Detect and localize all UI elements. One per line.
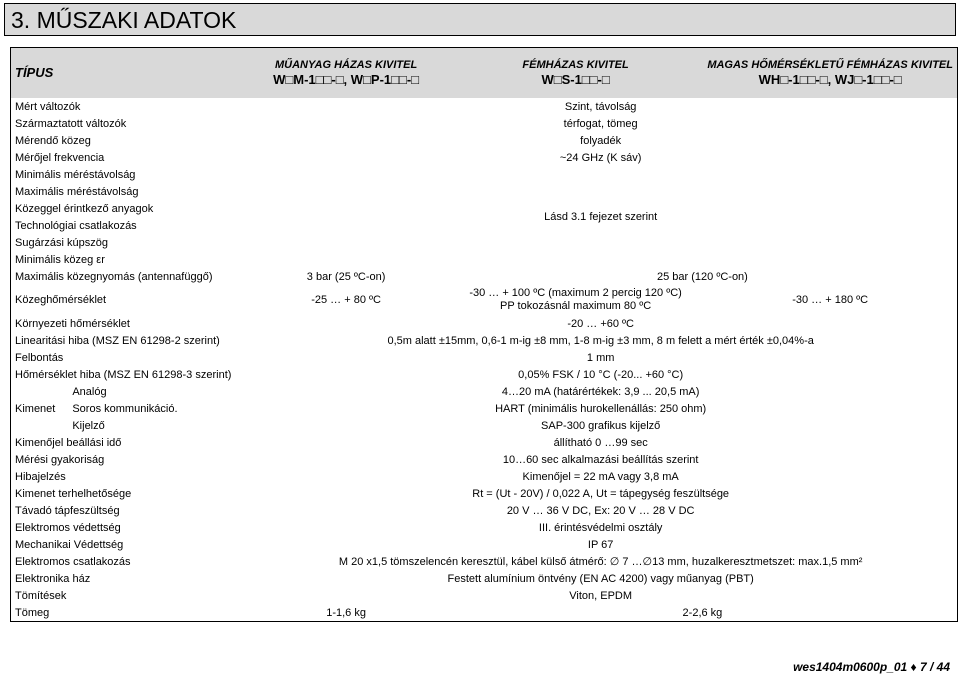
- row-label: Minimális méréstávolság: [15, 168, 136, 181]
- table-row: [11, 285, 958, 315]
- row-label: Felbontás: [15, 351, 64, 364]
- col-hightemp: [703, 48, 957, 99]
- table-row: [11, 400, 958, 417]
- table-row: [11, 383, 958, 400]
- row-label: Linearitási hiba (MSZ EN 61298-2 szerint): [15, 334, 220, 347]
- row-value-line: -30 … + 100 ºC (maximum 2 percig 120 ºC): [469, 287, 682, 299]
- row-label: Mérendő közeg: [15, 134, 91, 147]
- table-row: [11, 536, 958, 553]
- page-footer: wes1404m0600p_01 ♦ 7 / 44: [793, 660, 950, 674]
- row-label: Elektromos csatlakozás: [15, 555, 131, 568]
- row-label: Hőmérséklet hiba (MSZ EN 61298-3 szerint): [15, 368, 232, 381]
- row-value: állítható 0 …99 sec: [553, 436, 648, 449]
- table-row: [11, 349, 958, 366]
- row-label: Mérőjel frekvencia: [15, 151, 105, 164]
- table-header-row: [11, 48, 958, 99]
- table-row: [11, 519, 958, 536]
- col-plastic: [244, 48, 448, 99]
- row-label: Maximális közegnyomás (antennafüggő): [15, 270, 213, 283]
- row-value: 3 bar (25 ºC-on): [306, 270, 386, 283]
- row-label: Származtatott változók: [15, 117, 127, 130]
- row-label: Kimenet terhelhetősége: [15, 487, 132, 500]
- row-value: -25 … + 80 ºC: [311, 294, 381, 306]
- table-row: [11, 315, 958, 332]
- table-row: [11, 166, 958, 183]
- table-row: [11, 98, 958, 115]
- row-value: 20 V … 36 V DC, Ex: 20 V … 28 V DC: [506, 504, 695, 517]
- row-value: -20 … +60 ºC: [567, 317, 634, 330]
- row-value: Rt = (Ut - 20V) / 0,022 A, Ut = tápegység feszültsége: [472, 487, 730, 500]
- col-metal-models: W□S-1□□-□: [541, 72, 610, 87]
- row-label: Elektromos védettség: [15, 521, 121, 534]
- row-value: 1 mm: [586, 351, 615, 364]
- row-label: Technológiai csatlakozás: [15, 219, 137, 232]
- table-row: [11, 604, 958, 622]
- col-plastic-title: MŰANYAG HÁZAS KIVITEL: [275, 59, 418, 71]
- row-value: 25 bar (120 ºC-on): [657, 270, 748, 283]
- table-row: [11, 149, 958, 166]
- row-value: Szint, távolság: [564, 100, 637, 113]
- row-label: Közeggel érintkező anyagok: [15, 202, 154, 215]
- row-value: [448, 285, 703, 315]
- col-hightemp-title: MAGAS HŐMÉRSÉKLETŰ FÉMHÁZAS KIVITEL: [707, 59, 953, 71]
- kimenet-label: Kimenet: [15, 402, 56, 415]
- row-label: Mérési gyakoriság: [15, 453, 105, 466]
- section-header: [4, 3, 956, 36]
- row-label: Hibajelzés: [15, 470, 66, 483]
- row-value: 1-1,6 kg: [326, 606, 366, 619]
- row-label: Kimenőjel beállási idő: [15, 436, 122, 449]
- row-value: 10…60 sec alkalmazási beállítás szerint: [502, 453, 699, 466]
- row-value: Festett alumínium öntvény (EN AC 4200) vagy műanyag (PBT): [447, 572, 754, 585]
- col-metal: [448, 48, 703, 99]
- row-sublabel: Analóg: [72, 385, 107, 398]
- row-label: Tömeg: [15, 606, 50, 619]
- table-row: [11, 587, 958, 604]
- table-row: [11, 553, 958, 570]
- table-row: [11, 485, 958, 502]
- row-value: M 20 x1,5 tömszelencén keresztül, kábel külső átmérő: ∅ 7 …∅13 mm, huzalkeresztmetszet: max.1,5 mm²: [338, 555, 863, 568]
- table-row: [11, 115, 958, 132]
- row-value: -30 … + 180 ºC: [792, 294, 869, 306]
- row-sublabel: Kijelző: [72, 419, 105, 432]
- row-value: HART (minimális hurokellenállás: 250 ohm): [495, 402, 707, 415]
- row-label: Sugárzási kúpszög: [15, 236, 108, 249]
- row-sublabel: Soros kommunikáció.: [72, 402, 178, 415]
- row-value: 0,5m alatt ±15mm, 0,6-1 m-ig ±8 mm, 1-8 m-ig ±3 mm, 8 m felett a mért érték ±0,04%-a: [387, 334, 814, 347]
- row-value: 2-2,6 kg: [682, 606, 723, 619]
- spec-table: [10, 47, 958, 622]
- table-row: [11, 132, 958, 149]
- row-value: ~24 GHz (K sáv): [559, 151, 642, 164]
- row-label: Tömítések: [15, 589, 67, 602]
- table-row: [11, 468, 958, 485]
- row-label: Környezeti hőmérséklet: [15, 317, 130, 330]
- row-label: Mechanikai Védettség: [15, 538, 124, 551]
- row-value: SAP-300 grafikus kijelző: [541, 419, 661, 432]
- table-row: [11, 417, 958, 434]
- row-label: Minimális közeg εr: [15, 253, 105, 266]
- row-value: Viton, EPDM: [569, 589, 633, 602]
- section-title: 3. MŰSZAKI ADATOK: [11, 7, 237, 33]
- row-label: Maximális méréstávolság: [15, 185, 139, 198]
- table-row: [11, 332, 958, 349]
- row-value: folyadék: [580, 134, 622, 147]
- row-value: III. érintésvédelmi osztály: [538, 521, 663, 534]
- table-row: [11, 502, 958, 519]
- row-value: 4…20 mA (határértékek: 3,9 ... 20,5 mA): [501, 385, 700, 398]
- table-row: [11, 570, 958, 587]
- col-plastic-models: W□M-1□□-□, W□P-1□□-□: [273, 72, 420, 87]
- row-value: 0,05% FSK / 10 °C (-20... +60 °C): [518, 368, 684, 381]
- row-label: Távadó tápfeszültség: [15, 504, 120, 517]
- row-label: Közeghőmérséklet: [15, 294, 107, 306]
- row-label: Elektronika ház: [15, 572, 91, 585]
- table-row: [11, 268, 958, 285]
- col-hightemp-models: WH□-1□□-□, WJ□-1□□-□: [758, 72, 902, 87]
- row-value: Kimenőjel = 22 mA vagy 3,8 mA: [522, 470, 679, 483]
- row-value: IP 67: [587, 538, 614, 551]
- table-row: [11, 434, 958, 451]
- tipus-label: TÍPUS: [11, 48, 245, 99]
- row-label: Mért változók: [15, 100, 81, 113]
- table-row: [11, 366, 958, 383]
- row-value: térfogat, tömeg: [563, 117, 638, 130]
- table-row: [11, 451, 958, 468]
- row-value-line: PP tokozásnál maximum 80 ºC: [500, 300, 652, 312]
- col-metal-title: FÉMHÁZAS KIVITEL: [522, 59, 629, 71]
- merged-value: Lásd 3.1 fejezet szerint: [544, 211, 658, 223]
